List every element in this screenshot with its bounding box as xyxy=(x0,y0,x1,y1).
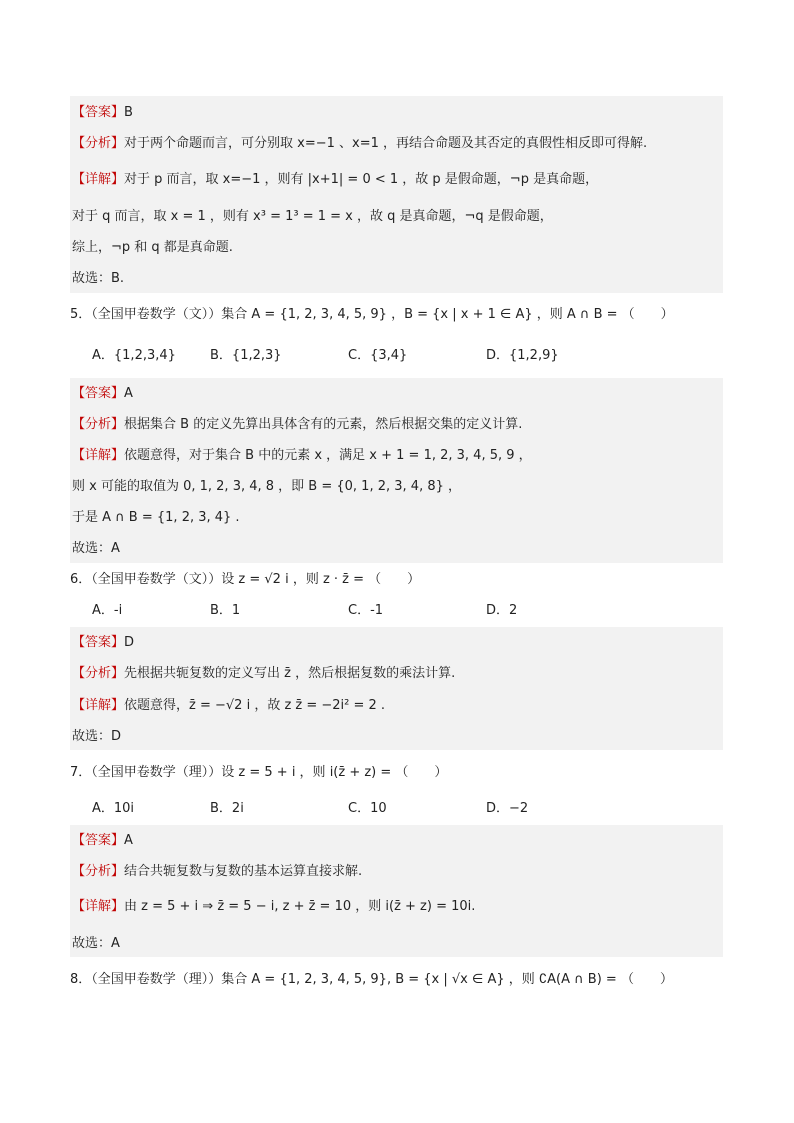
q6-solution-block xyxy=(70,627,723,750)
choice-text: 故选：D xyxy=(72,729,122,744)
option-b: B．2i xyxy=(210,801,244,816)
detail-tag: 【详解】 xyxy=(72,448,125,463)
detail-text: 综上，¬p 和 q 都是真命题. xyxy=(72,240,233,255)
analysis-tag: 【分析】 xyxy=(72,136,125,151)
detail-text: 依题意得，z̄ = −√2 i ，故 z z̄ = −2i² = 2 . xyxy=(124,698,386,713)
detail-text: 由 z = 5 + i ⇒ z̄ = 5 − i, z + z̄ = 10 ，则 i(z̄ + z) = 10i. xyxy=(124,899,476,914)
q4-analysis xyxy=(72,135,647,153)
question-8: 8．（全国甲卷数学（理））集合 A = {1, 2, 3, 4, 5, 9}, B = {x | √x ∈ A} ，则 ∁A(A ∩ B) = （ ） xyxy=(70,972,673,987)
option-a: A．10i xyxy=(92,801,135,816)
q6-answer xyxy=(72,634,134,652)
answer-tag: 【答案】 xyxy=(72,833,125,848)
q6-choice xyxy=(72,728,121,746)
detail-tag: 【详解】 xyxy=(72,899,125,914)
q7-solution-block xyxy=(70,825,723,957)
q5-detail-1 xyxy=(72,447,532,465)
q4-detail-1 xyxy=(72,171,598,189)
q4-answer xyxy=(72,104,133,122)
q4-detail-2 xyxy=(72,208,553,226)
q4-solution-block xyxy=(70,96,723,293)
q6-analysis xyxy=(72,665,455,683)
option-d: D．−2 xyxy=(486,801,529,816)
q5-detail-3 xyxy=(72,509,240,527)
analysis-tag: 【分析】 xyxy=(72,864,125,879)
q4-detail-3 xyxy=(72,239,233,257)
q7-analysis xyxy=(72,863,362,881)
answer-tag: 【答案】 xyxy=(72,386,125,401)
detail-tag: 【详解】 xyxy=(72,698,125,713)
choice-text: 故选：B. xyxy=(72,271,125,286)
analysis-tag: 【分析】 xyxy=(72,666,125,681)
q6-detail-1 xyxy=(72,697,385,715)
q5-analysis xyxy=(72,416,522,434)
answer-tag: 【答案】 xyxy=(72,635,125,650)
q5-answer xyxy=(72,385,133,403)
detail-text: 则 x 可能的取值为 0, 1, 2, 3, 4, 8 ，即 B = {0, 1, 2, 3, 4, 8} ， xyxy=(72,479,462,494)
option-b: B．1 xyxy=(210,603,241,618)
detail-text: 对于 p 而言，取 x=−1 ，则有 |x+1| = 0 < 1 ，故 p 是假命题，¬p 是真命题， xyxy=(124,172,599,187)
question-5: 5．（全国甲卷数学（文））集合 A = {1, 2, 3, 4, 5, 9} ，B = {x | x + 1 ∈ A} ，则 A ∩ B = （ ） xyxy=(70,307,674,322)
option-c: C．-1 xyxy=(348,603,384,618)
analysis-tag: 【分析】 xyxy=(72,417,125,432)
answer-value: D xyxy=(124,635,135,650)
question-7: 7．（全国甲卷数学（理））设 z = 5 + i ，则 i(z̄ + z) = （ ） xyxy=(70,765,448,780)
choice-text: 故选：A xyxy=(72,936,120,951)
answer-value: A xyxy=(124,386,133,401)
answer-value: B xyxy=(124,105,133,120)
choice-text: 故选：A xyxy=(72,541,120,556)
q5-solution-block xyxy=(70,378,723,563)
option-c: C．{3,4} xyxy=(348,348,408,363)
q7-detail-1 xyxy=(72,898,475,916)
q5-detail-2 xyxy=(72,478,461,496)
q7-answer xyxy=(72,832,133,850)
detail-text: 对于 q 而言，取 x = 1 ，则有 x³ = 1³ = 1 = x ，故 q 是真命题，¬q 是假命题， xyxy=(72,209,553,224)
q7-choice xyxy=(72,935,120,953)
detail-text: 依题意得，对于集合 B 中的元素 x ，满足 x + 1 = 1, 2, 3, 4, 5, 9 ， xyxy=(124,448,532,463)
answer-value: A xyxy=(124,833,133,848)
option-d: D．{1,2,9} xyxy=(486,348,559,363)
option-a: A．-i xyxy=(92,603,123,618)
q4-choice xyxy=(72,270,124,288)
option-c: C．10 xyxy=(348,801,387,816)
q5-choice xyxy=(72,540,120,558)
option-a: A．{1,2,3,4} xyxy=(92,348,176,363)
answer-tag: 【答案】 xyxy=(72,105,125,120)
question-6: 6．（全国甲卷数学（文））设 z = √2 i ，则 z · z̄ = （ ） xyxy=(70,572,421,587)
option-b: B．{1,2,3} xyxy=(210,348,282,363)
detail-text: 于是 A ∩ B = {1, 2, 3, 4} . xyxy=(72,510,240,525)
analysis-text: 结合共轭复数与复数的基本运算直接求解. xyxy=(124,864,363,879)
analysis-text: 对于两个命题而言，可分别取 x=−1 、x=1 ，再结合命题及其否定的真假性相反即可得解. xyxy=(124,136,648,151)
analysis-text: 根据集合 B 的定义先算出具体含有的元素，然后根据交集的定义计算. xyxy=(124,417,523,432)
analysis-text: 先根据共轭复数的定义写出 z̄ ，然后根据复数的乘法计算. xyxy=(124,666,456,681)
option-d: D．2 xyxy=(486,603,518,618)
detail-tag: 【详解】 xyxy=(72,172,125,187)
